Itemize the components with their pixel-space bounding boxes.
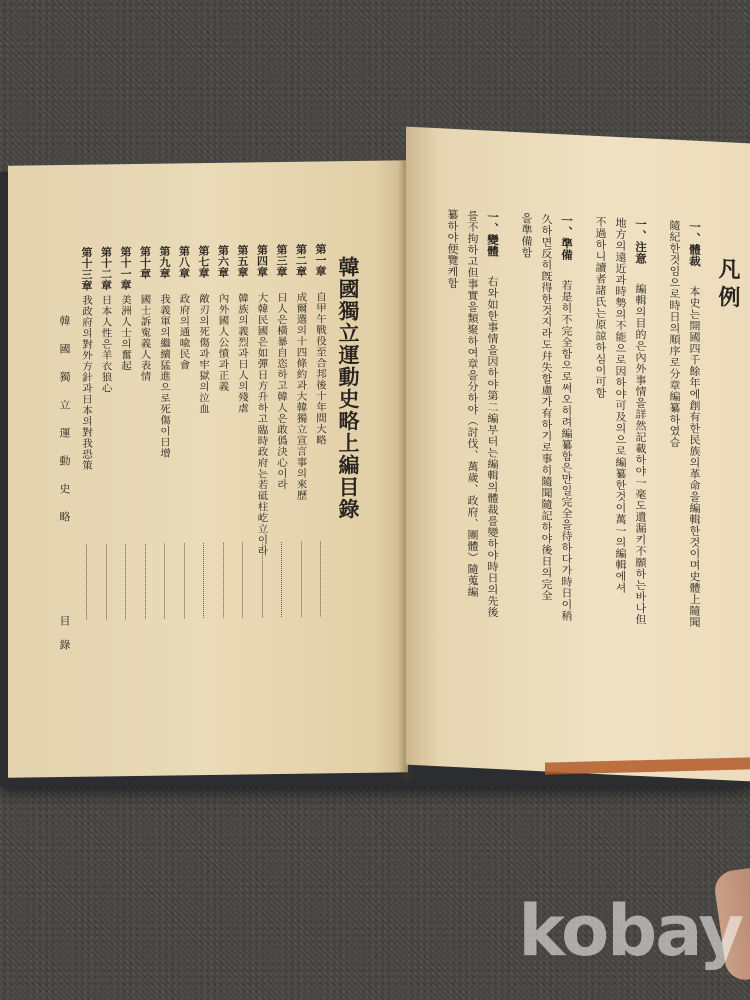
chapter-number: 第四章 xyxy=(255,244,269,278)
chapter-title: 我政府의對外方針과日本의對我恐策 xyxy=(81,294,93,471)
chapter-title: 日人은橫暴自恣하고韓人은敢僞決心이라 xyxy=(276,291,288,491)
dotted-leader xyxy=(164,544,165,619)
note-text-line: 隨紀한것임으로時日의順序로分章編纂하였슴 xyxy=(668,219,681,449)
note-heading: 一、變體 xyxy=(486,210,500,258)
chapter-title: 韓族의義烈과日人의殘虐 xyxy=(237,292,249,414)
chapter-title: 政府의通喩民會 xyxy=(178,293,191,371)
dotted-leader xyxy=(301,542,302,617)
notes-title: 凡例 xyxy=(715,256,740,314)
note-text-line: 을準備함 xyxy=(520,212,533,259)
chapter-number: 第一章 xyxy=(314,243,327,277)
chapter-number: 第十二章 xyxy=(99,246,113,291)
watermark-logo: kobay xyxy=(518,890,742,972)
chapter-title: 自甲午戰役至合邦後十年間大略 xyxy=(315,291,327,446)
note-text-line: 地方의遠近과時勢의不能으로因하야可及의으로編纂한것이萬一의編輯에셔 xyxy=(614,216,627,594)
chapter-title: 國士訴寃義人表情 xyxy=(139,293,152,382)
note-text-line: 纂하야便覽케함 xyxy=(446,208,459,289)
note-heading: 一、準備 xyxy=(560,214,574,261)
note-text-line: 編輯의目的은內外事情을詳然記載하야一毫도遺漏키不願하는바나但 xyxy=(634,282,647,626)
chapter-title: 日本人性은羊衣狼心 xyxy=(100,294,113,394)
note-text-line: 若是히不完全함으로써오히려編纂함은만일完全을待하다가時日이稍 xyxy=(560,279,573,622)
left-page-table-of-contents xyxy=(8,160,408,778)
chapter-number: 第六章 xyxy=(216,244,230,278)
right-page-explanatory-notes xyxy=(406,127,750,782)
note-heading: 一、注意 xyxy=(634,217,648,265)
chapter-number: 第三章 xyxy=(275,243,288,278)
dotted-leader xyxy=(242,543,243,618)
note-text-line: 本史는開國四千餘年에創有한民族의革命을編輯한것이며史體上隨聞 xyxy=(688,285,701,629)
note-heading: 一、體裁 xyxy=(688,220,702,268)
note-text-line: 右와如한事情을因하야第二編부터는編輯의體裁를變하야時日의先後 xyxy=(486,275,499,619)
dotted-leader xyxy=(223,543,224,618)
chapter-title: 內外國人公憤과正義 xyxy=(217,292,230,392)
chapter-title: 成爾選의十四條約과大韓獨立宣言事의來歷 xyxy=(295,291,308,501)
dotted-leader xyxy=(106,544,107,619)
chapter-number: 第五章 xyxy=(236,244,249,278)
toc-title: 韓國獨立運動史略上編目錄 xyxy=(336,255,360,521)
footer-book-title: 韓 國 獨 立 運 動 史 略 xyxy=(58,314,71,525)
dotted-leader xyxy=(320,541,321,616)
chapter-number: 第十章 xyxy=(138,245,152,279)
chapter-number: 第二章 xyxy=(294,243,308,277)
chapter-number: 第七章 xyxy=(197,244,210,279)
dotted-leader xyxy=(145,544,146,619)
dotted-leader xyxy=(203,543,204,618)
dotted-leader xyxy=(281,542,282,617)
footer-label: 目 錄 xyxy=(58,614,71,651)
note-text-line: 不過하니讀者諸氏는原諒하심이可함 xyxy=(594,215,607,399)
chapter-title: 我義軍의繼續猛進으로死傷이日增 xyxy=(159,293,171,459)
dotted-leader xyxy=(184,543,185,618)
dotted-leader xyxy=(86,545,87,620)
chapter-number: 第十一章 xyxy=(119,246,132,291)
dotted-leader xyxy=(125,544,126,619)
chapter-number: 第十三章 xyxy=(80,246,93,291)
note-text-line: 를不拘하고但事實을類聚하여章을分하야（討伐、萬歲、政府、團體）隨蒐編 xyxy=(466,209,479,598)
note-text-line: 久하면反히旣得한것지라도幷失할慮가有하기로事히隨聞隨記하야後日의完全 xyxy=(540,213,553,602)
dotted-leader xyxy=(262,542,263,617)
chapter-title: 大韓民國은如彈日方升하고臨時政府는若砥柱屹立이라 xyxy=(256,292,269,557)
chapter-number: 第九章 xyxy=(158,245,171,279)
chapter-number: 第八章 xyxy=(177,245,191,279)
chapter-title: 敵刃의死傷과牢獄의泣血 xyxy=(198,292,210,415)
chapter-title: 美洲人士의奮起 xyxy=(120,294,132,372)
